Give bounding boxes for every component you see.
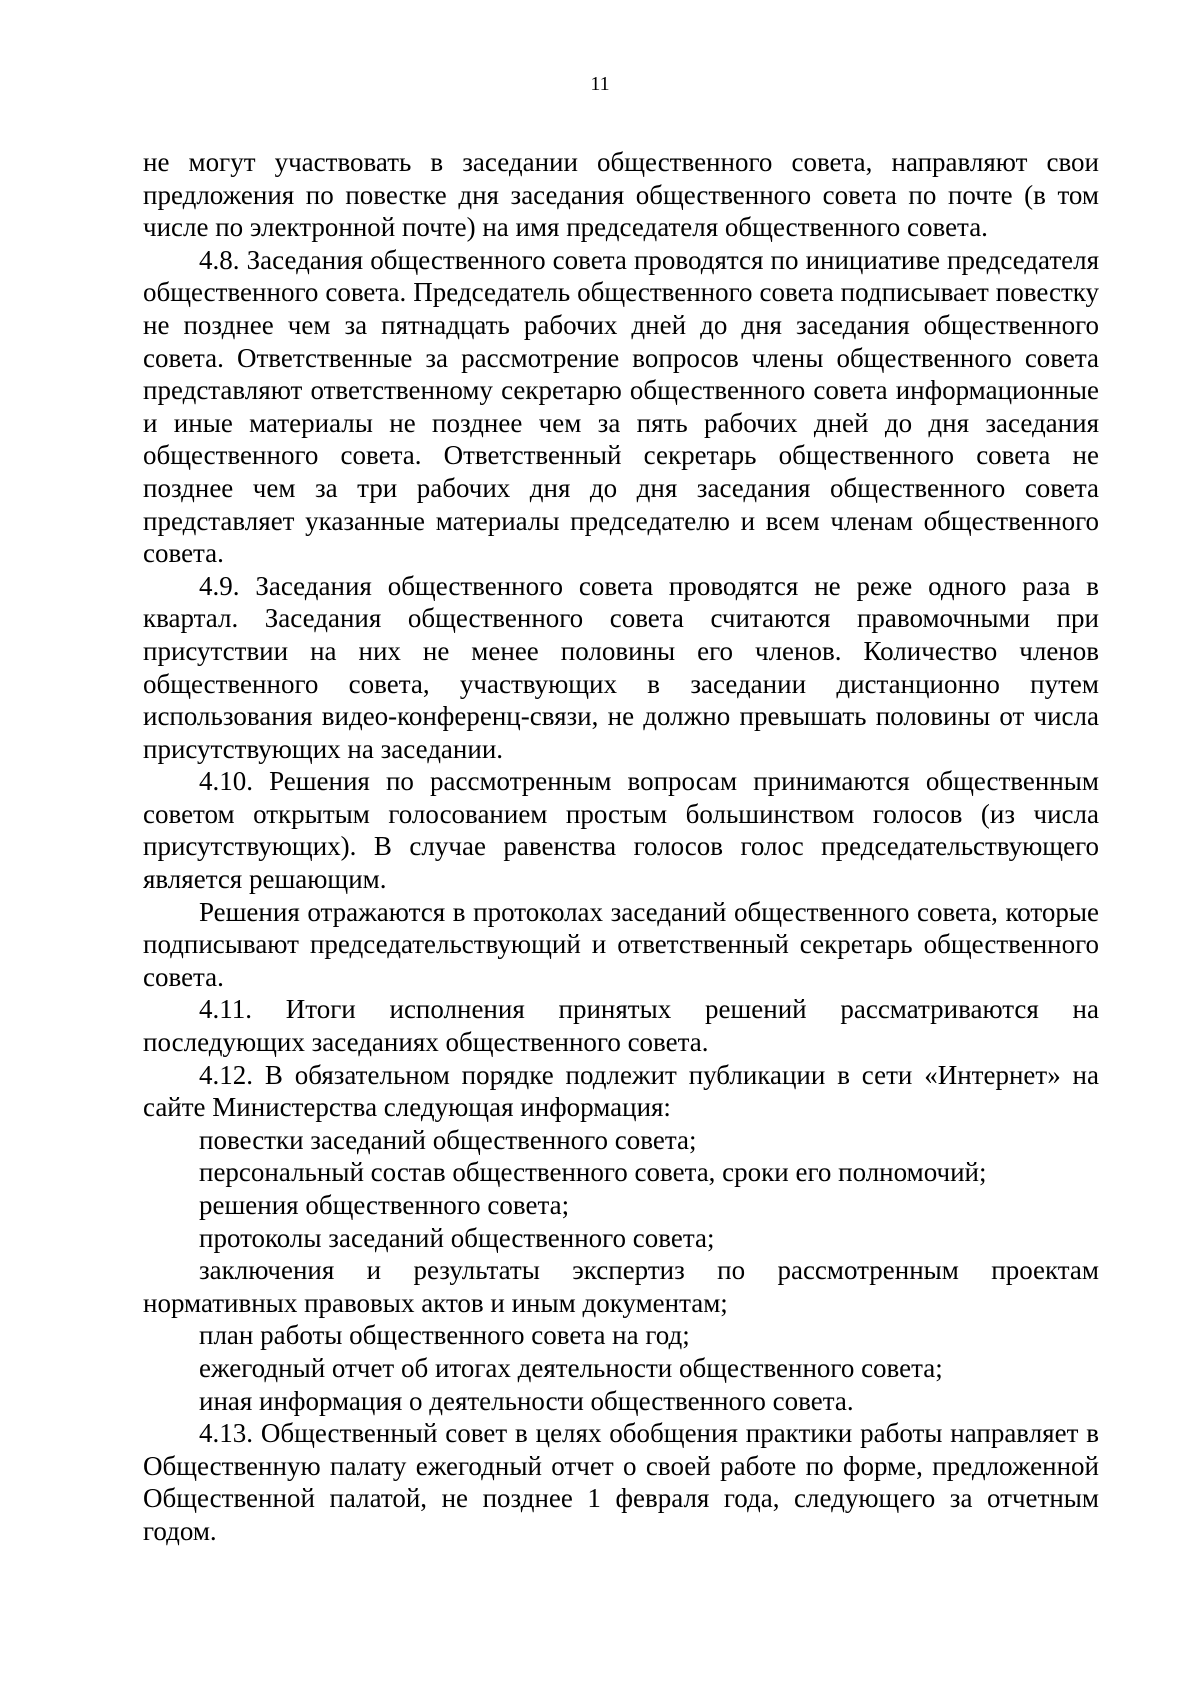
list-item: протоколы заседаний общественного совета; bbox=[199, 1222, 715, 1253]
list-item: иная информация о деятельности общественного совета. bbox=[199, 1385, 854, 1416]
list-item: план работы общественного совета на год; bbox=[199, 1320, 690, 1351]
paragraph: 4.11. Итоги исполнения принятых решений рассматриваются на последующих заседаниях общественного совета. bbox=[143, 994, 1099, 1058]
list-item: персональный состав общественного совета, сроки его полномочий; bbox=[199, 1157, 987, 1188]
paragraph: 4.10. Решения по рассмотренным вопросам принимаются общественным советом открытым голосованием простым большинством голосов (из числа присутствующих). В случае равенства голосов голос председательствующего является решающим. bbox=[143, 766, 1099, 895]
paragraph: не могут участвовать в заседании общественного совета, направляют свои предложения по повестке дня заседания общественного совета по почте (в том числе по электронной почте) на имя председателя общественного совета. bbox=[143, 147, 1099, 243]
page-number: 11 bbox=[590, 73, 610, 95]
list-item: ежегодный отчет об итогах деятельности общественного совета; bbox=[199, 1352, 943, 1383]
paragraph: 4.9. Заседания общественного совета проводятся не реже одного раза в квартал. Заседания общественного совета считаются правомочными при присутствии на них не менее половины его членов. Количество членов общественного совета, участвующих в заседании дистанционно путем использования видео-конференц-связи, не должно превышать половины от числа присутствующих на заседании. bbox=[143, 570, 1099, 764]
list-item: решения общественного совета; bbox=[199, 1190, 570, 1220]
list-item: повестки заседаний общественного совета; bbox=[199, 1124, 697, 1155]
list-item: заключения и результаты экспертиз по рассмотренным проектам нормативных правовых актов и иным документам; bbox=[143, 1255, 1099, 1318]
paragraph: Решения отражаются в протоколах заседаний общественного совета, которые подписывают председательствующий и ответственный секретарь общественного совета. bbox=[143, 896, 1099, 992]
paragraph: 4.8. Заседания общественного совета проводятся по инициативе председателя общественного совета. Председатель общественного совета подписывает повестку не позднее чем за пятнадцать рабочих дней до дня заседания общественного совета. Ответственные за рассмотрение вопросов члены общественного совета представляют ответственному секретарю общественного совета информационные и иные материалы не позднее чем за пять рабочих дней до дня заседания общественного совета. Ответственный секретарь общественного совета не позднее чем за три рабочих дня до дня заседания общественного совета представляет указанные материалы председателю и всем членам общественного совета. bbox=[143, 244, 1099, 569]
paragraph: 4.12. В обязательном порядке подлежит публикации в сети «Интернет» на сайте Министерства следующая информация: bbox=[143, 1059, 1099, 1123]
paragraph: 4.13. Общественный совет в целях обобщения практики работы направляет в Общественную палату ежегодный отчет о своей работе по форме, предложенной Общественной палатой, не позднее 1 февраля года, следующего за отчетным годом. bbox=[143, 1418, 1099, 1546]
document-body bbox=[143, 146, 1099, 1548]
